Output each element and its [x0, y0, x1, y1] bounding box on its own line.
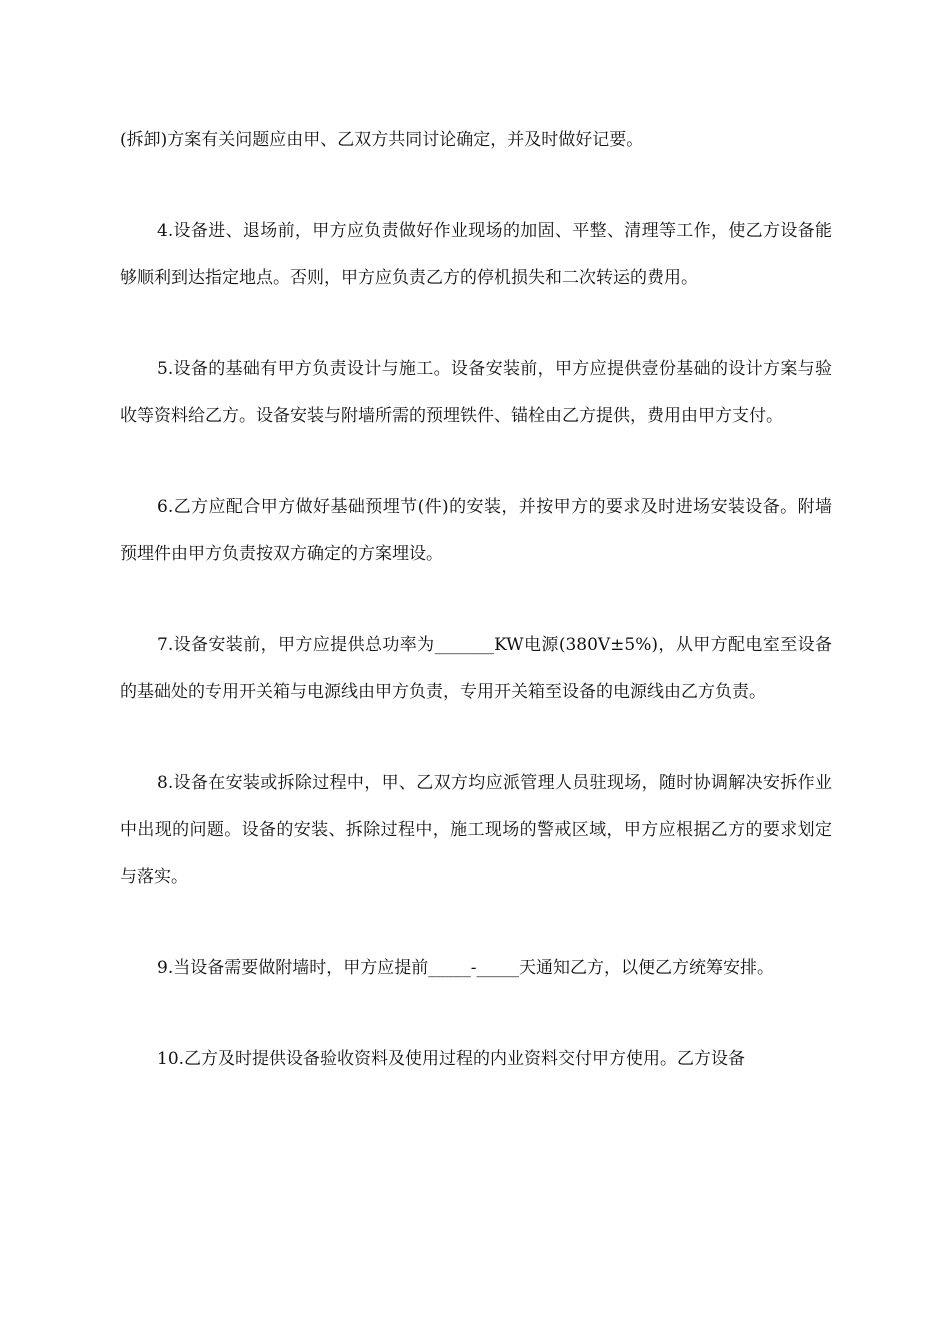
paragraph-clause-9: 9.当设备需要做附墙时，甲方应提前_____-_____天通知乙方，以便乙方统筹安排。	[157, 958, 774, 978]
paragraph-clause-10: 10.乙方及时提供设备验收资料及使用过程的内业资料交付甲方使用。乙方设备	[157, 1049, 746, 1069]
paragraph-clause-8: 8.设备在安装或拆除过程中，甲、乙双方均应派管理人员驻现场，随时协调解决安拆作业中出现的问题。设备的安装、拆除过程中，施工现场的警戒区域，甲方应根据乙方的要求划定与落实。	[120, 773, 832, 887]
paragraph-continuation: (拆卸)方案有关问题应由甲、乙双方共同讨论确定，并及时做好记要。	[120, 130, 644, 150]
paragraph-clause-7: 7.设备安装前，甲方应提供总功率为_______KW电源(380V±5%)，从甲方配电室至设备的基础处的专用开关箱与电源线由甲方负责，专用开关箱至设备的电源线由乙方负责。	[120, 635, 832, 702]
document-body	[120, 117, 832, 1127]
paragraph-clause-6: 6.乙方应配合甲方做好基础预埋节(件)的安装，并按甲方的要求及时进场安装设备。附墙预埋件由甲方负责按双方确定的方案埋设。	[120, 497, 832, 564]
paragraph-clause-5: 5.设备的基础有甲方负责设计与施工。设备安装前，甲方应提供壹份基础的设计方案与验收等资料给乙方。设备安装与附墙所需的预埋铁件、锚栓由乙方提供，费用由甲方支付。	[120, 359, 832, 426]
paragraph-clause-4: 4.设备进、退场前，甲方应负责做好作业现场的加固、平整、清理等工作，使乙方设备能够顺利到达指定地点。否则，甲方应负责乙方的停机损失和二次转运的费用。	[120, 221, 832, 288]
